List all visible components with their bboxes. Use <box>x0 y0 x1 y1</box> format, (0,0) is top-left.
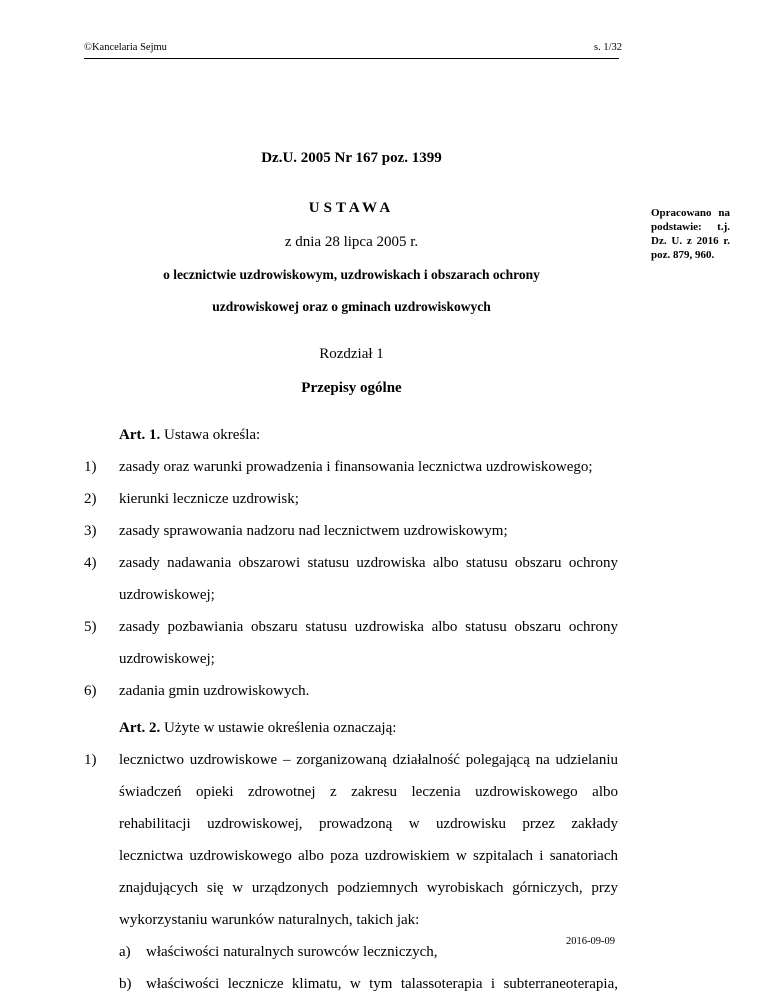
header-publisher: ©Kancelaria Sejmu <box>84 42 167 53</box>
art1-item-text: kierunki lecznicze uzdrowisk; <box>119 491 299 507</box>
art1-item-text: zasady oraz warunki prowadzenia i finansowania lecznictwa uzdrowiskowego; <box>119 459 593 475</box>
art2-item-line: lecznictwa uzdrowiskowego albo poza uzdrowiskiem w szpitalach i sanatoriach <box>119 848 618 864</box>
chapter-number: Rozdział 1 <box>319 346 384 362</box>
art2-sub-text: właściwości lecznicze klimatu, w tym talassoterapia i subterraneoterapia, <box>146 976 618 992</box>
art2-sub-text: właściwości naturalnych surowców leczniczych, <box>146 944 438 960</box>
art2-item-number: 1) <box>84 752 97 768</box>
art1-item-number: 6) <box>84 683 97 699</box>
art2-sub-number: b) <box>119 976 132 992</box>
act-date: z dnia 28 lipca 2005 r. <box>284 234 419 250</box>
art2-item-line: wykorzystaniu warunków naturalnych, takich jak: <box>119 912 420 928</box>
art1-item-text-continued: uzdrowiskowej; <box>119 587 215 603</box>
art2-item-line: znajdujących się w urządzonych podziemnych wyrobiskach górniczych, przy <box>119 880 618 896</box>
act-title-line-1: o lecznictwie uzdrowiskowym, uzdrowiskach i obszarach ochrony <box>163 267 540 282</box>
header-rule <box>84 58 619 59</box>
art1-item-number: 1) <box>84 459 97 475</box>
art2-label: Art. 2. <box>119 720 161 736</box>
art2-item-line: lecznictwo uzdrowiskowe – zorganizowaną działalność polegającą na udzielaniu <box>119 752 618 768</box>
art1-item-text: zasady nadawania obszarowi statusu uzdrowiska albo statusu obszaru ochrony <box>119 555 618 571</box>
art2-heading <box>119 720 396 737</box>
art1-heading <box>119 427 260 444</box>
side-note: Opracowano na podstawie: t.j. Dz. U. z 2016 r. poz. 879, 960. <box>651 207 730 261</box>
art2-sub-number: a) <box>119 944 131 960</box>
art1-item-number: 4) <box>84 555 97 571</box>
art1-item-text: zasady pozbawiania obszaru statusu uzdrowiska albo statusu obszaru ochrony <box>119 619 618 635</box>
art2-item-line: rehabilitacji uzdrowiskowej, prowadzoną w uzdrowisku przez zakłady <box>119 816 618 832</box>
header-page-number: s. 1/32 <box>594 42 623 53</box>
art2-intro: Użyte w ustawie określenia oznaczają: <box>160 720 397 736</box>
art2-item-line: świadczeń opieki zdrowotnej z zakresu leczenia uzdrowiskowego albo <box>119 784 618 800</box>
act-type-heading: USTAWA <box>308 200 395 216</box>
art1-item-number: 5) <box>84 619 97 635</box>
act-title-line-2: uzdrowiskowej oraz o gminach uzdrowiskowych <box>212 299 491 314</box>
art1-item-text: zadania gmin uzdrowiskowych. <box>119 683 310 699</box>
art1-item-number: 2) <box>84 491 97 507</box>
art1-item-number: 3) <box>84 523 97 539</box>
art1-item-text: zasady sprawowania nadzoru nad lecznictwem uzdrowiskowym; <box>119 523 508 539</box>
art1-label: Art. 1. <box>119 427 161 443</box>
journal-reference: Dz.U. 2005 Nr 167 poz. 1399 <box>261 150 442 166</box>
art1-intro: Ustawa określa: <box>160 427 261 443</box>
footer-date: 2016-09-09 <box>566 936 615 947</box>
art1-item-text-continued: uzdrowiskowej; <box>119 651 215 667</box>
chapter-title: Przepisy ogólne <box>301 380 402 396</box>
